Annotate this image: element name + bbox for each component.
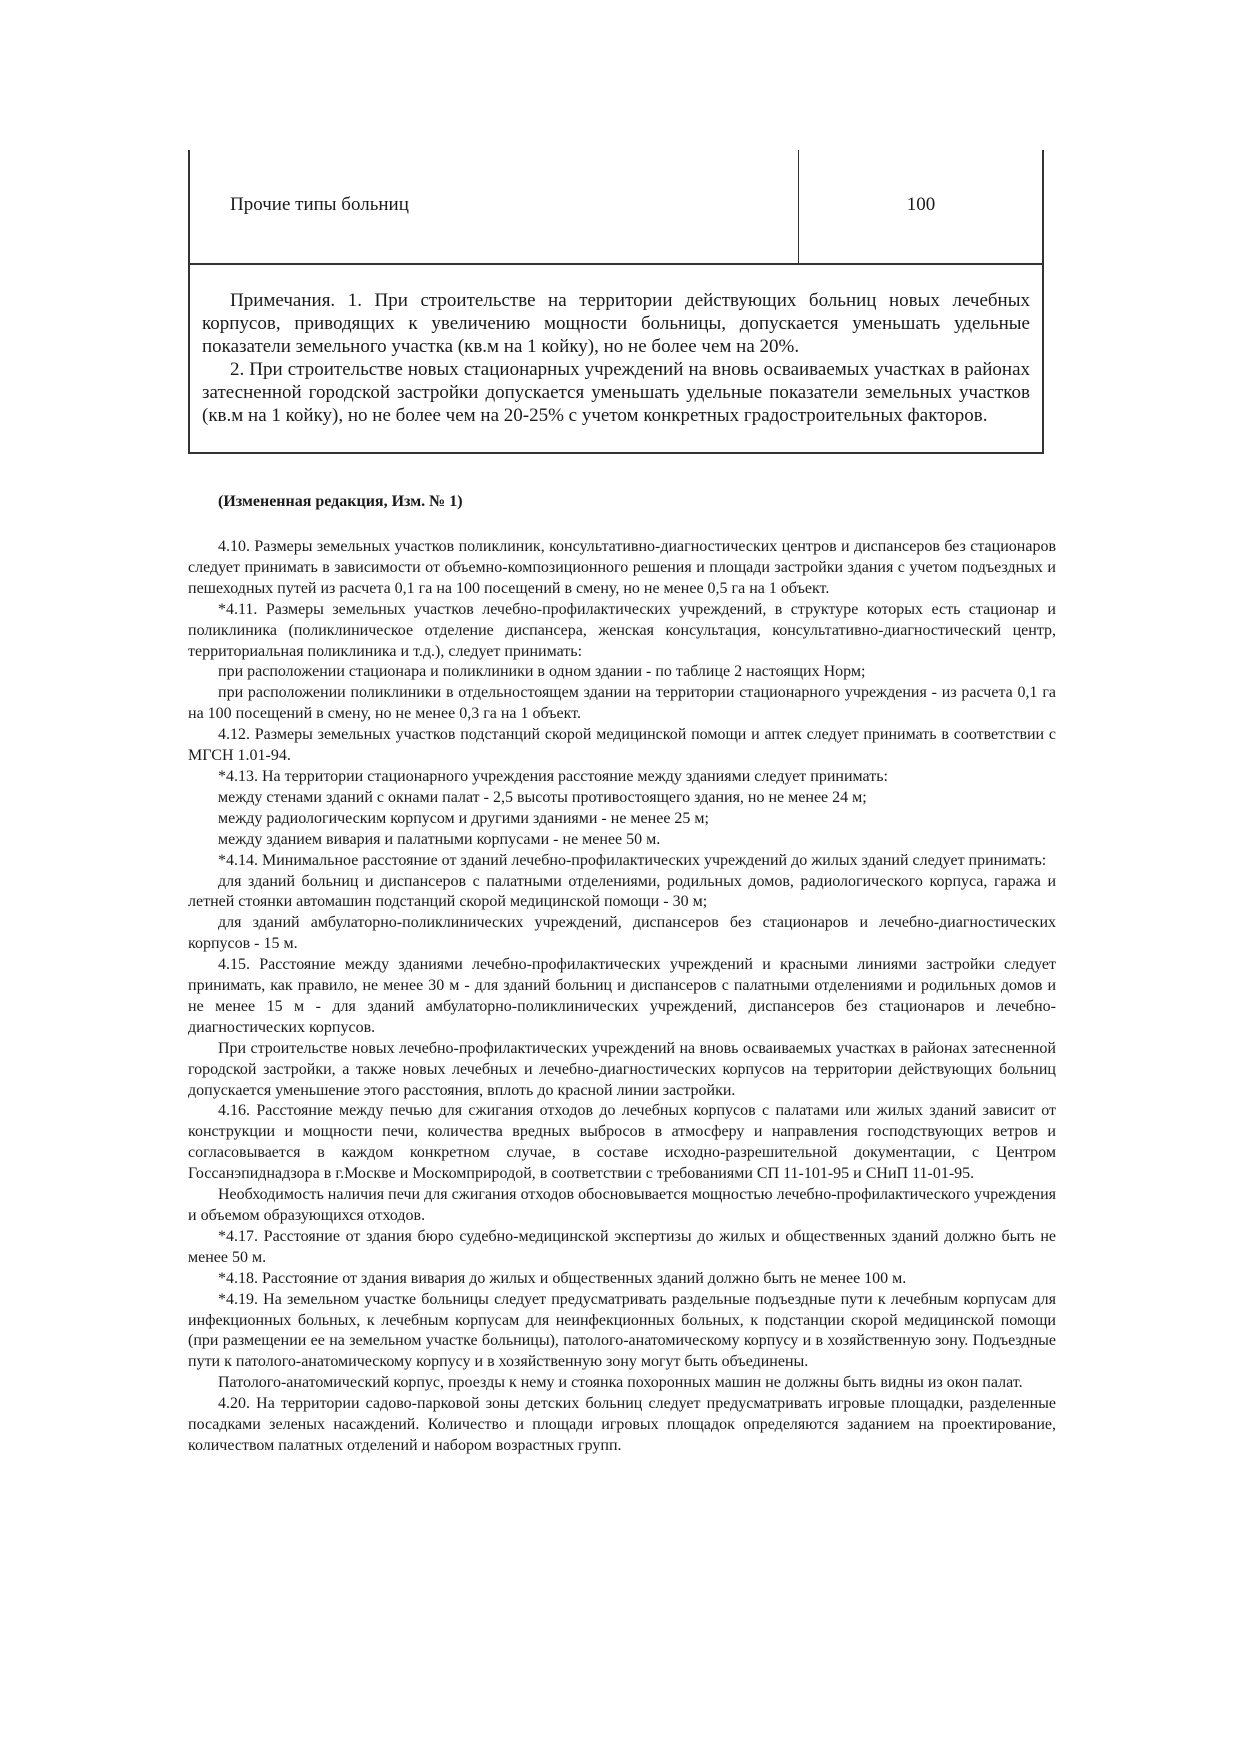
paragraph: 4.15. Расстояние между зданиями лечебно-профилактических учреждений и красными линиями застройки следует принимать, как правило, не менее 30 м - для зданий больниц и диспансеров с палатными отделениями и родильных домов и не менее 15 м - для зданий амбулаторно-поликлинических учреждений, диспансеров без стационаров и лечебно-диагностических корпусов. [188,956,1056,1036]
paragraph: *4.14. Минимальное расстояние от зданий лечебно-профилактических учреждений до жилых зданий следует принимать: [218,851,1047,869]
table-row [188,150,1044,265]
table-notes [188,265,1044,454]
paragraph: для зданий больниц и диспансеров с палатными отделениями, родильных домов, радиологического корпуса, гаража и летней стоянки автомашин подстанций скорой медицинской помощи - 30 м; [188,872,1056,911]
value-cell: 100 [906,194,936,215]
note-2: 2. При строительстве новых стационарных учреждений на вновь осваиваемых участках в районах затесненной городской застройки допускается уменьшать удельные показатели земельных участков (кв.м на 1 койку), но не более чем на 20-25% с учетом конкретных градостроительных факторов. [202,359,1030,426]
note-1: Примечания. 1. При строительстве на территории действующих больниц новых лечебных корпусов, приводящих к увеличению мощности больницы, допускается уменьшать удельные показатели земельного участка (кв.м на 1 койку), но не более чем на 20%. [202,290,1030,357]
paragraph: для зданий амбулаторно-поликлинических учреждений, диспансеров без стационаров и лечебно-диагностических корпусов - 15 м. [188,914,1056,953]
paragraph: 4.16. Расстояние между печью для сжигания отходов до лечебных корпусов с палатами или жилых зданий зависит от конструкции и мощности печи, количества вредных выбросов в атмосферу и направления господствующих ветров и согласовывается в каждом конкретном случае, в составе исходно-разрешительной документации, с Центром Госсанэпиднадзора в г.Москве и Москомприродой, в соответствии с требованиями СП 11-101-95 и СНиП 11-01-95. [188,1102,1056,1183]
paragraph: между радиологическим корпусом и другими зданиями - не менее 25 м; [218,809,709,827]
paragraph: 4.20. На территории садово-парковой зоны детских больниц следует предусматривать игровые площадки, разделенные посадками зеленых насаждений. Количество и площади игровых площадок определяются заданием на проектирование, количеством палатных отделений и набором возрастных групп. [188,1395,1056,1454]
paragraph: при расположении поликлиники в отдельностоящем здании на территории стационарного учреждения - из расчета 0,1 га на 100 посещений в смену, но не менее 0,3 га на 1 объект. [188,684,1056,723]
paragraph: *4.19. На земельном участке больницы следует предусматривать раздельные подъездные пути к лечебным корпусам для инфекционных больных, к лечебным корпусам для неинфекционных больных, к подстанции скорой медицинской помощи (при размещении ее на земельном участке больницы), патолого-анатомическому корпусу и в хозяйственную зону. Подъездные пути к патолого-анатомическому корпусу и в хозяйственную зону могут быть объединены. [188,1290,1056,1371]
document-body [188,537,1056,1457]
paragraph: *4.17. Расстояние от здания бюро судебно-медицинской экспертизы до жилых и общественных зданий должно быть не менее 50 м. [188,1227,1056,1266]
paragraph: *4.11. Размеры земельных участков лечебно-профилактических учреждений, в структуре которых есть стационар и поликлиника (поликлиническое отделение диспансера, женская консультация, консультативно-диагностический центр, территориальная поликлиника и т.д.), следует принимать: [188,600,1056,660]
hospital-type-cell: Прочие типы больниц [230,194,409,215]
paragraph: 4.10. Размеры земельных участков поликлиник, консультативно-диагностических центров и диспансеров без стационаров следует принимать в зависимости от объемно-композиционного решения и площади застройки здания с учетом подъездных и пешеходных путей из расчета 0,1 га на 100 посещений в смену, но не менее 0,5 га на 1 объект. [188,538,1056,597]
paragraph: 4.12. Размеры земельных участков подстанций скорой медицинской помощи и аптек следует принимать в соответствии с МГСН 1.01-94. [188,726,1056,765]
paragraph: Патолого-анатомический корпус, проезды к нему и стоянка похоронных машин не должны быть видны из окон палат. [218,1374,1023,1392]
column-divider [798,150,799,263]
paragraph: *4.13. На территории стационарного учреждения расстояние между зданиями следует принимать: [218,767,888,785]
paragraph: Необходимость наличия печи для сжигания отходов обосновывается мощностью лечебно-профилактического учреждения и объемом образующихся отходов. [188,1186,1056,1224]
paragraph: При строительстве новых лечебно-профилактических учреждений на вновь осваиваемых участках в районах затесненной городской застройки, а также новых лечебных и лечебно-диагностических корпусов на территории действующих больниц допускается уменьшение этого расстояния, вплоть до красной линии застройки. [188,1039,1056,1099]
norms-table [188,150,1044,454]
paragraph: между стенами зданий с окнами палат - 2,5 высоты противостоящего здания, но не менее 24 м; [218,788,867,806]
paragraph: между зданием вивария и палатными корпусами - не менее 50 м. [218,830,661,848]
paragraph: при расположении стационара и поликлиники в одном здании - по таблице 2 настоящих Норм; [218,663,866,681]
edition-note: (Измененная редакция, Изм. № 1) [218,493,463,510]
paragraph: *4.18. Расстояние от здания вивария до жилых и общественных зданий должно быть не менее 100 м. [218,1269,907,1287]
